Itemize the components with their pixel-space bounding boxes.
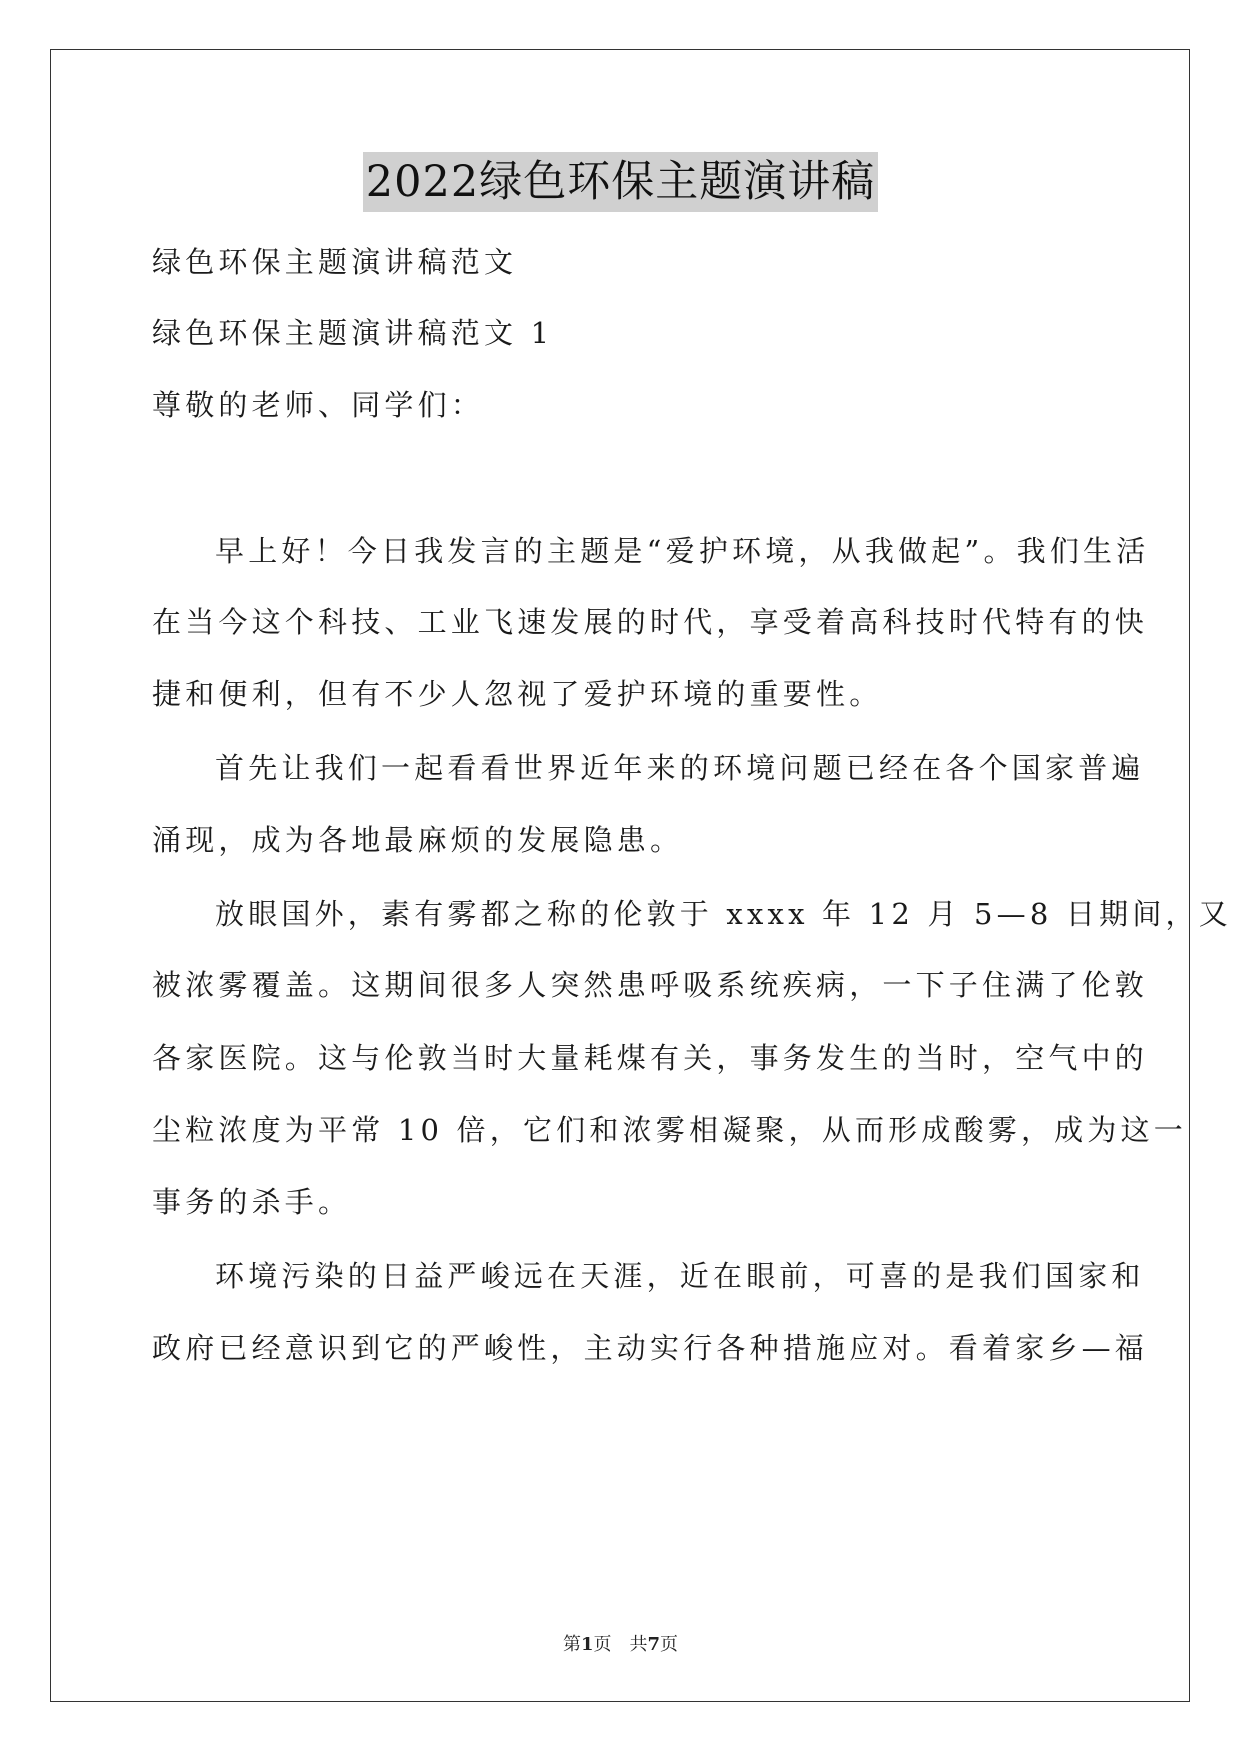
subtitle-line: 绿色环保主题演讲稿范文	[152, 245, 518, 279]
paragraph-line: 涌现，成为各地最麻烦的发展隐患。	[152, 823, 684, 857]
title-block	[0, 152, 1241, 212]
paragraph-line: 被浓雾覆盖。这期间很多人突然患呼吸系统疾病，一下子住满了伦敦	[152, 968, 1149, 1002]
paragraph-line: 政府已经意识到它的严峻性，主动实行各种措施应对。看着家乡—福	[152, 1331, 1149, 1365]
page-suffix: 页	[660, 1634, 679, 1655]
paragraph-line: 各家医院。这与伦敦当时大量耗煤有关，事务发生的当时，空气中的	[152, 1041, 1149, 1075]
subtitle-line: 绿色环保主题演讲稿范文 1	[152, 316, 554, 350]
paragraph-line: 尘粒浓度为平常 10 倍，它们和浓雾相凝聚，从而形成酸雾，成为这一	[152, 1113, 1187, 1147]
document-title: 2022绿色环保主题演讲稿	[363, 152, 878, 212]
paragraph-line: 事务的杀手。	[152, 1185, 352, 1219]
paragraph-line: 环境污染的日益严峻远在天涯，近在眼前，可喜的是我们国家和	[215, 1259, 1145, 1293]
page-current: 1	[580, 1634, 594, 1655]
page-footer	[0, 1630, 1241, 1656]
paragraph-line: 早上好！今日我发言的主题是“爱护环境，从我做起”。我们生活	[215, 534, 1150, 568]
page-mid: 页 共	[593, 1634, 648, 1655]
page-border	[50, 49, 1190, 1702]
paragraph-line: 在当今这个科技、工业飞速发展的时代，享受着高科技时代特有的快	[152, 605, 1149, 639]
paragraph-line: 捷和便利，但有不少人忽视了爱护环境的重要性。	[152, 677, 883, 711]
paragraph-line: 放眼国外，素有雾都之称的伦敦于 xxxx 年 12 月 5—8 日期间，又	[215, 897, 1232, 931]
page-total: 7	[647, 1634, 661, 1655]
salutation-line: 尊敬的老师、同学们：	[152, 388, 485, 422]
paragraph-line: 首先让我们一起看看世界近年来的环境问题已经在各个国家普遍	[215, 751, 1145, 785]
page-prefix: 第	[562, 1634, 581, 1655]
